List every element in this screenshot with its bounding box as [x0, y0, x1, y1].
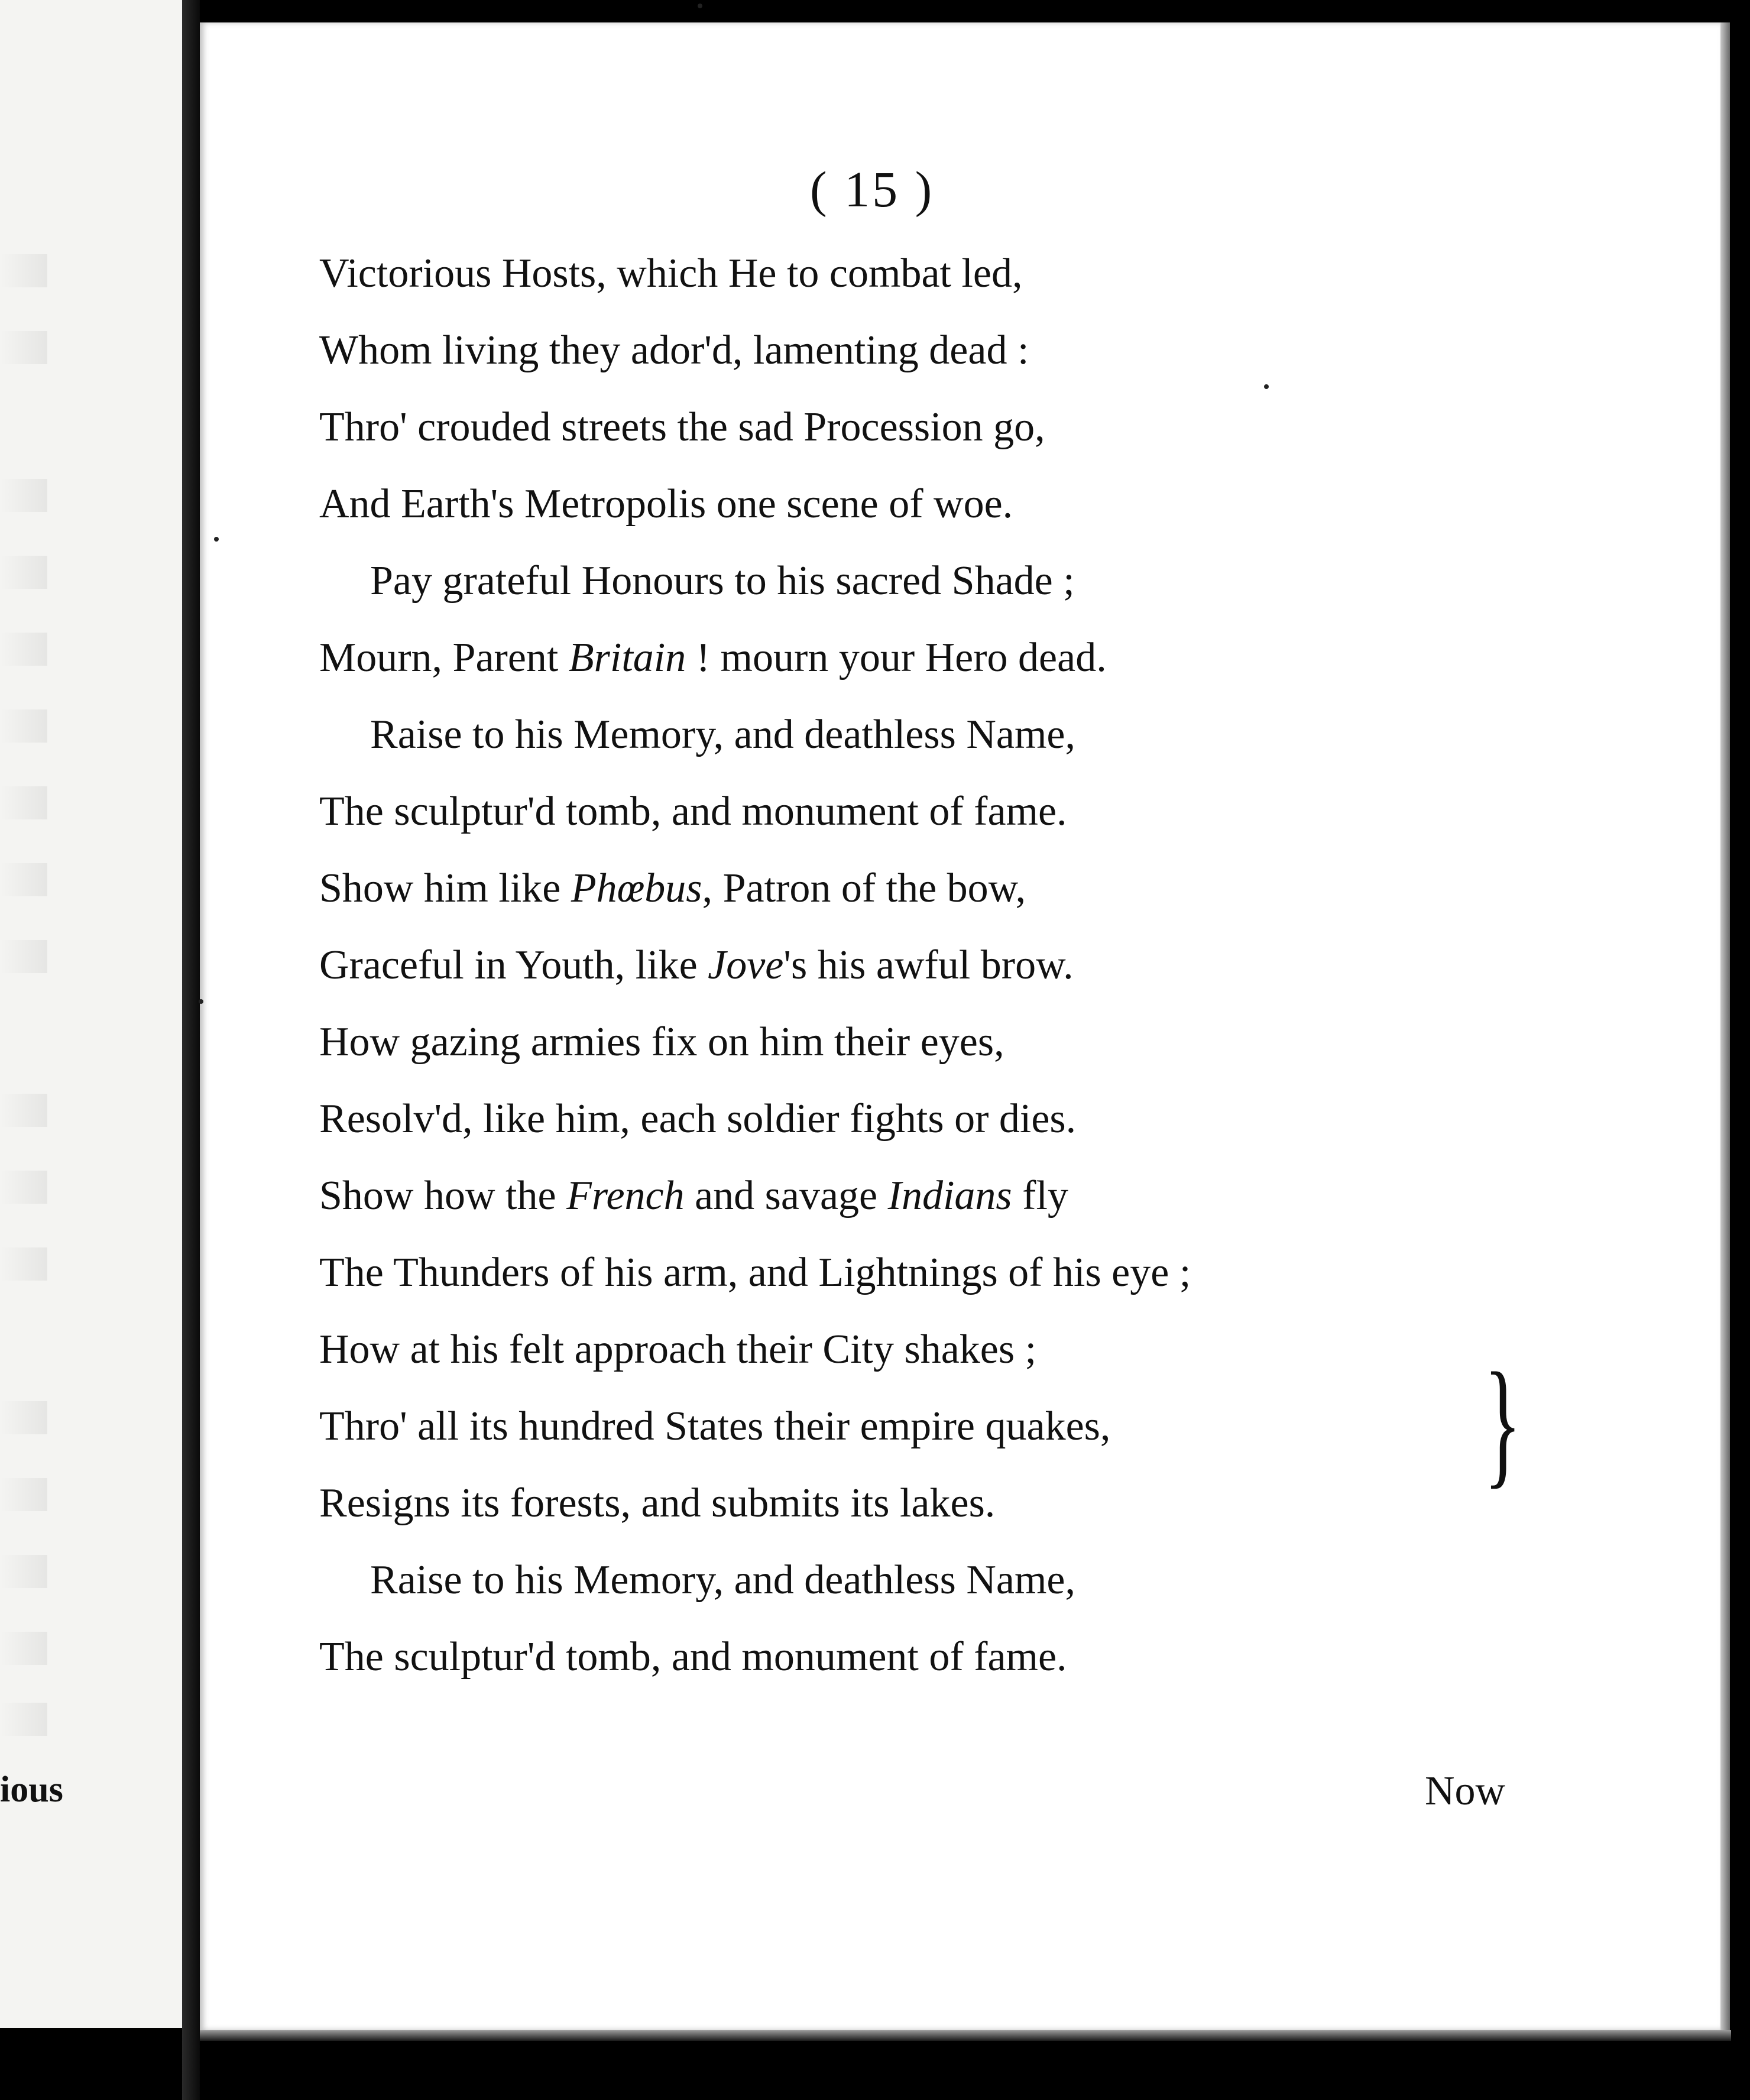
previous-page-ghost-text [0, 331, 47, 364]
previous-page-ghost-text [0, 940, 47, 973]
previous-page-ghost-text [0, 863, 47, 896]
verse-line: Mourn, Parent Britain ! mourn your Hero dead. [319, 635, 1107, 680]
previous-page-ghost-text [0, 1401, 47, 1434]
verse-line: Thro' crouded streets the sad Procession go, [319, 404, 1045, 450]
verse-line: The Thunders of his arm, and Lightnings of his eye ; [319, 1250, 1191, 1295]
verse-line: Graceful in Youth, like Jove's his awful brow. [319, 942, 1074, 988]
previous-page-ghost-text [0, 1703, 47, 1736]
previous-page-ghost-text [0, 1632, 47, 1665]
previous-page-ghost-text [0, 479, 47, 512]
previous-page-ghost-text [0, 633, 47, 666]
previous-page-ghost-text [0, 1555, 47, 1588]
previous-page-ghost-text [0, 254, 47, 287]
verse-line: Raise to his Memory, and deathless Name, [370, 712, 1075, 757]
verse-line: Show him like Phœbus, Patron of the bow, [319, 866, 1026, 911]
scan-speck [199, 999, 203, 1004]
scan-speck [698, 4, 702, 8]
previous-page-fragment [0, 0, 182, 2028]
catchword: Now [1425, 1768, 1506, 1814]
verse-line: The sculptur'd tomb, and monument of fame. [319, 789, 1067, 834]
previous-page-ghost-text [0, 556, 47, 589]
scan-speck [1264, 384, 1269, 389]
previous-page-ghost-text [0, 1247, 47, 1281]
verse-line: The sculptur'd tomb, and monument of fame. [319, 1634, 1067, 1680]
previous-page-ghost-text [0, 1094, 47, 1127]
previous-page-ghost-text [0, 709, 47, 743]
verse-line: Thro' all its hundred States their empire quakes, [319, 1404, 1111, 1449]
verse-line: Show how the French and savage Indians fly [319, 1173, 1068, 1218]
previous-page-ghost-text [0, 1478, 47, 1511]
previous-page-ghost-text [0, 1171, 47, 1204]
page-number: ( 15 ) [810, 161, 935, 218]
verse-line: Raise to his Memory, and deathless Name, [370, 1557, 1075, 1603]
verse-line: Whom living they ador'd, lamenting dead : [319, 328, 1029, 373]
verse-line: Resolv'd, like him, each soldier fights or dies. [319, 1096, 1077, 1142]
scan-speck [214, 537, 219, 542]
verse-line: And Earth's Metropolis one scene of woe. [319, 481, 1013, 527]
verse-line: Pay grateful Honours to his sacred Shade ; [370, 558, 1075, 604]
verse-line: How at his felt approach their City shakes ; [319, 1327, 1037, 1372]
previous-page-edge-word: ious [0, 1770, 63, 1810]
verse-line: Victorious Hosts, which He to combat led, [319, 251, 1023, 296]
book-gutter [182, 0, 200, 2100]
verse-line: How gazing armies fix on him their eyes, [319, 1019, 1004, 1065]
verse-line: Resigns its forests, and submits its lakes. [319, 1480, 996, 1526]
page-edge-shadow [1720, 22, 1730, 2030]
triplet-brace: } [1484, 1343, 1522, 1501]
page-bottom-shadow [200, 2030, 1731, 2041]
previous-page-ghost-text [0, 786, 47, 819]
